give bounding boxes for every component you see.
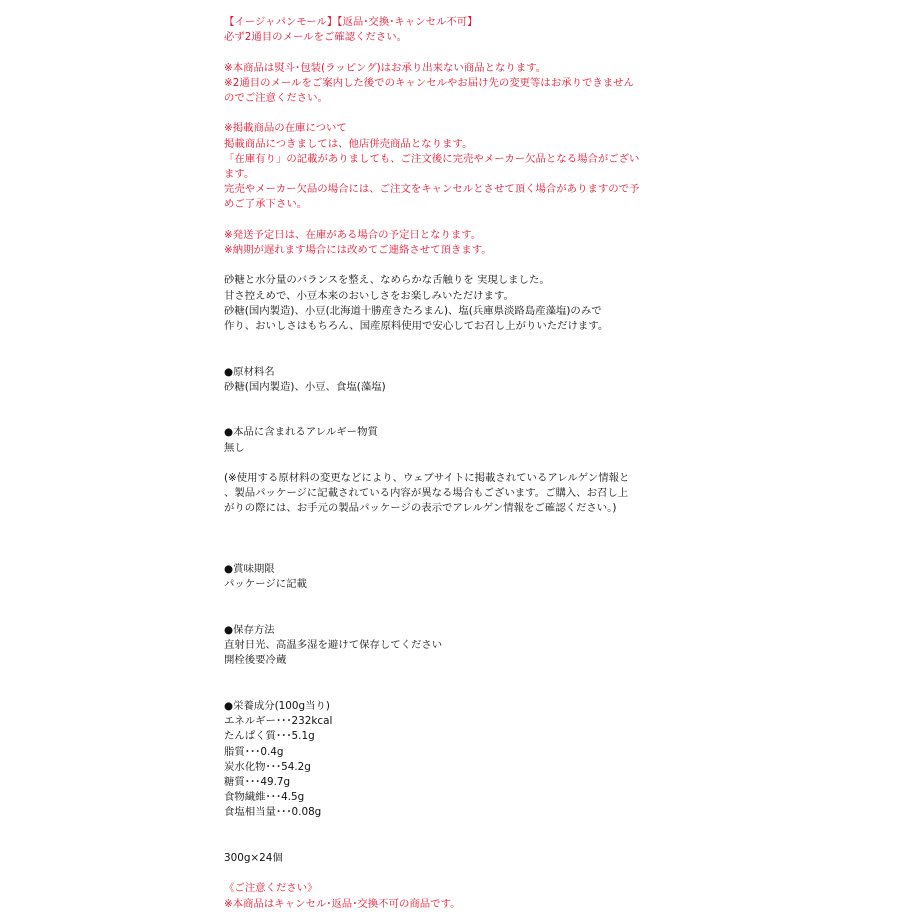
stock-notice-line: 「在庫有り」の記載がありましても、ご注文後に完売やメーカー欠品となる場合がござい — [224, 152, 640, 165]
nutrition-row: 炭水化物･･･54.2g — [224, 760, 311, 773]
stock-notice-line: ます。 — [224, 168, 255, 180]
ingredients-heading: ●原材料名 — [224, 365, 275, 378]
allergens-note-line: がりの際には、お手元の製品パッケージの表示でアレルゲン情報をご確認ください。) — [224, 502, 617, 515]
storage-block — [224, 623, 664, 669]
allergens-note-line: (※使用する原材料の変更などにより、ウェブサイトに掲載されているアレルゲン情報と — [224, 471, 630, 484]
storage-line: 開栓後要冷蔵 — [224, 654, 287, 667]
nutrition-row: 食物繊維･･･4.5g — [224, 791, 305, 804]
description-block — [224, 273, 664, 334]
shipping-notice-line: ※発送予定日は、在庫がある場合の予定日となります。 — [224, 228, 482, 241]
gift-notice-line: ※2通目のメールをご案内した後でのキャンセルやお届け先の変更等はお承りできません — [224, 76, 634, 89]
shipping-notice-block — [224, 228, 664, 258]
gift-notice-block — [224, 61, 664, 107]
nutrition-block — [224, 699, 664, 821]
product-description — [224, 15, 664, 912]
best-before-block — [224, 562, 664, 592]
nutrition-row: 脂質･･･0.4g — [224, 745, 284, 758]
caution-heading: 《ご注意ください》 — [224, 882, 318, 895]
nutrition-heading: ●栄養成分(100g当り) — [224, 699, 330, 712]
storage-line: 直射日光、高温多湿を避けて保存してください — [224, 639, 443, 652]
description-line: 砂糖(国内製造)、小豆(北海道十勝産きたろまん)、塩(兵庫県淡路島産藻塩)のみで — [224, 304, 602, 317]
caution-line: ※本商品はキャンセル･返品･交換不可の商品です。 — [224, 897, 461, 910]
best-before-heading: ●賞味期限 — [224, 563, 275, 576]
caution-block — [224, 881, 664, 911]
description-line: 甘さ控えめで、小豆本来のおいしさをお楽しみいただけます。 — [224, 289, 514, 302]
notice-block — [224, 15, 664, 45]
ingredients-value: 砂糖(国内製造)、小豆、食塩(藻塩) — [224, 380, 386, 393]
stock-notice-line: 掲載商品につきましては、他店併売商品となります。 — [224, 137, 473, 150]
allergens-note-line: 、製品パッケージに記載されている内容が異なる場合もございます。ご購入、お召し上 — [224, 487, 629, 500]
nutrition-row: 糖質･･･49.7g — [224, 776, 291, 788]
nutrition-row: たんぱく質･･･5.1g — [224, 730, 315, 743]
gift-notice-line: ※本商品は熨斗･包装(ラッピング)はお承り出来ない商品となります。 — [224, 61, 547, 74]
stock-notice-line: 完売やメーカー欠品の場合には、ご注文をキャンセルとさせて頂く場合がありますので予 — [224, 183, 640, 196]
stock-notice-block — [224, 121, 664, 212]
description-line: 砂糖と水分量のバランスを整え、なめらかな舌触りを 実現しました。 — [224, 274, 550, 287]
allergens-block — [224, 425, 664, 516]
allergens-heading: ●本品に含まれるアレルギー物質 — [224, 426, 378, 439]
nutrition-row: エネルギー･･･232kcal — [224, 715, 333, 728]
stock-notice-line: めご了承下さい。 — [224, 198, 308, 211]
description-line: 作り、おいしさはもちろん、国産原料使用で安心してお召し上がりいただけます。 — [224, 320, 609, 332]
ingredients-block — [224, 365, 664, 395]
package-block — [224, 851, 664, 866]
gift-notice-line: のでご注意ください。 — [224, 92, 328, 104]
stock-notice-line: ※掲載商品の在庫について — [224, 122, 347, 135]
allergens-value: 無し — [224, 441, 245, 454]
storage-heading: ●保存方法 — [224, 623, 275, 636]
best-before-value: パッケージに記載 — [224, 578, 307, 591]
package-size: 300g×24個 — [224, 852, 283, 864]
shipping-notice-line: ※納期が遅れます場合には改めてご連絡させて頂きます。 — [224, 244, 492, 256]
store-notice-line: 【イージャパンモール】【返品･交換･キャンセル不可】 — [224, 16, 478, 28]
nutrition-row: 食塩相当量･･･0.08g — [224, 806, 322, 819]
email-confirm-line: 必ず2通目のメールをご確認ください。 — [224, 31, 408, 44]
